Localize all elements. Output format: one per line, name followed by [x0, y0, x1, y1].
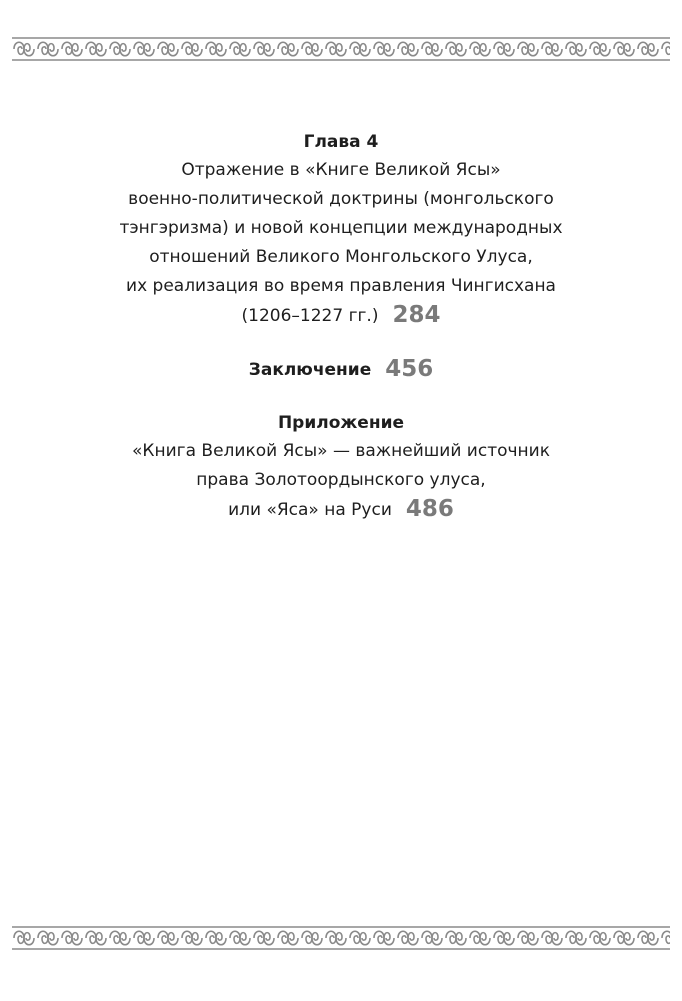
chapter-4-line-2: военно-политической доктрины (монгольского	[128, 189, 554, 209]
appendix-line-1: «Книга Великой Ясы» — важнейший источник	[132, 441, 550, 461]
chapter-4-line-4: отношений Великого Монгольского Улуса,	[149, 247, 533, 267]
chapter-4-page-number: 284	[392, 302, 441, 328]
chapter-4-line-6-with-page	[0, 301, 682, 331]
conclusion-line	[0, 355, 682, 385]
appendix-page-number: 486	[405, 496, 454, 522]
appendix-line-3: или «Яса» на Руси	[228, 500, 392, 520]
conclusion-page-number: 456	[385, 356, 434, 382]
toc-entry-conclusion[interactable]	[0, 355, 682, 385]
toc-entry-chapter-4[interactable]	[0, 128, 682, 331]
ornament-border-top	[12, 36, 670, 62]
appendix-line-3-with-page	[0, 495, 682, 525]
chapter-4-line-6: (1206–1227 гг.)	[241, 306, 379, 326]
table-of-contents	[0, 128, 682, 549]
toc-entry-appendix[interactable]	[0, 409, 682, 525]
conclusion-title: Заключение	[248, 360, 372, 380]
ornament-border-bottom	[12, 925, 670, 951]
chapter-4-title: Глава 4	[303, 132, 379, 152]
chapter-4-line-5: их реализация во время правления Чингисхана	[126, 276, 556, 296]
appendix-title: Приложение	[277, 413, 405, 433]
chapter-4-line-1: Отражение в «Книге Великой Ясы»	[181, 160, 501, 180]
chapter-4-line-3: тэнгэризма) и новой концепции международных	[119, 218, 563, 238]
appendix-line-2: права Золотоордынского улуса,	[196, 470, 486, 490]
